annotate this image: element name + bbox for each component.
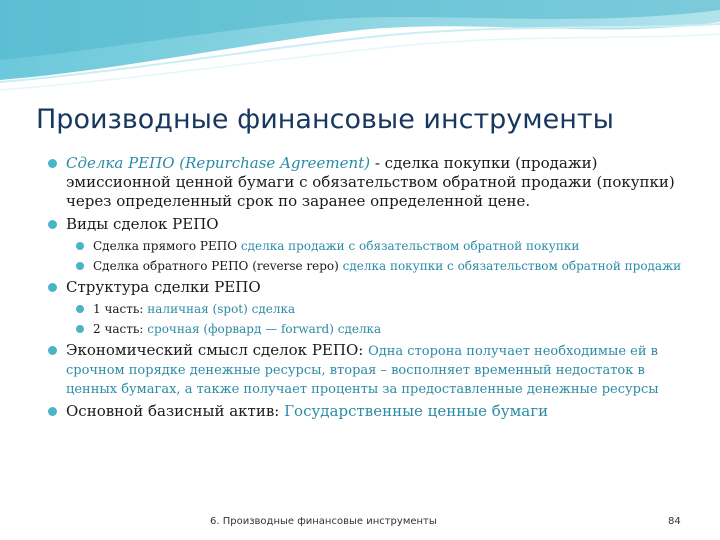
- bullet-repo-structure: [46, 278, 686, 297]
- sub-bullet-reverse-repo: [74, 258, 686, 274]
- direct-repo-value: сделка продажи с обязательством обратной покупки: [240, 239, 580, 253]
- bullet-repo-types: [46, 215, 686, 234]
- page-title: Производные финансовые инструменты: [36, 104, 614, 135]
- reverse-repo-label: Сделка обратного РЕПО (reverse repo): [93, 259, 343, 273]
- footer-text: 6. Производные финансовые инструменты: [210, 516, 437, 527]
- economic-meaning-label: Экономический смысл сделок РЕПО:: [66, 341, 369, 359]
- economic-meaning-value: Одна сторона получает необходимые ей в срочном порядке денежные ресурсы, вторая – восполняет временный недостаток в ценных бумагах, а также получает проценты за предоставленные денежные ресурсы: [66, 344, 659, 397]
- page-number: 84: [668, 516, 681, 527]
- repo-definition-text: - сделка покупки (продажи) эмиссионной ценной бумаги с обязательством обратной продажи (покупки) через определенный срок по заранее определенной цене.: [66, 154, 675, 210]
- part-2-value: срочная (форвард — forward) сделка: [147, 322, 382, 336]
- sub-bullet-part-2: [74, 321, 686, 337]
- bullet-icon: [76, 305, 84, 313]
- bullet-repo-definition: [46, 154, 686, 211]
- bullet-icon: [48, 346, 57, 355]
- sub-bullet-direct-repo: [74, 238, 686, 254]
- part-1-value: наличная (spot) сделка: [147, 302, 296, 316]
- reverse-repo-value: сделка покупки с обязательством обратной продажи: [342, 259, 682, 273]
- slide-content: [46, 154, 686, 425]
- part-1-label: 1 часть:: [93, 302, 148, 316]
- sub-bullet-part-1: [74, 301, 686, 317]
- bullet-icon: [48, 220, 57, 229]
- bullet-icon: [76, 325, 84, 333]
- underlying-asset-value: Государственные ценные бумаги: [284, 402, 549, 420]
- bullet-icon: [48, 407, 57, 416]
- bullet-icon: [76, 242, 84, 250]
- repo-term: Сделка РЕПО (Repurchase Agreement): [66, 154, 371, 172]
- bullet-icon: [76, 262, 84, 270]
- bullet-icon: [48, 159, 57, 168]
- repo-types-heading: Виды сделок РЕПО: [66, 215, 219, 233]
- underlying-asset-label: Основной базисный актив:: [66, 402, 285, 420]
- repo-structure-heading: Структура сделки РЕПО: [66, 278, 261, 296]
- bullet-underlying-asset: [46, 402, 686, 421]
- part-2-label: 2 часть:: [93, 322, 148, 336]
- direct-repo-label: Сделка прямого РЕПО: [93, 239, 241, 253]
- bullet-icon: [48, 283, 57, 292]
- header-wave-decoration: [0, 0, 720, 100]
- bullet-economic-meaning: [46, 341, 686, 398]
